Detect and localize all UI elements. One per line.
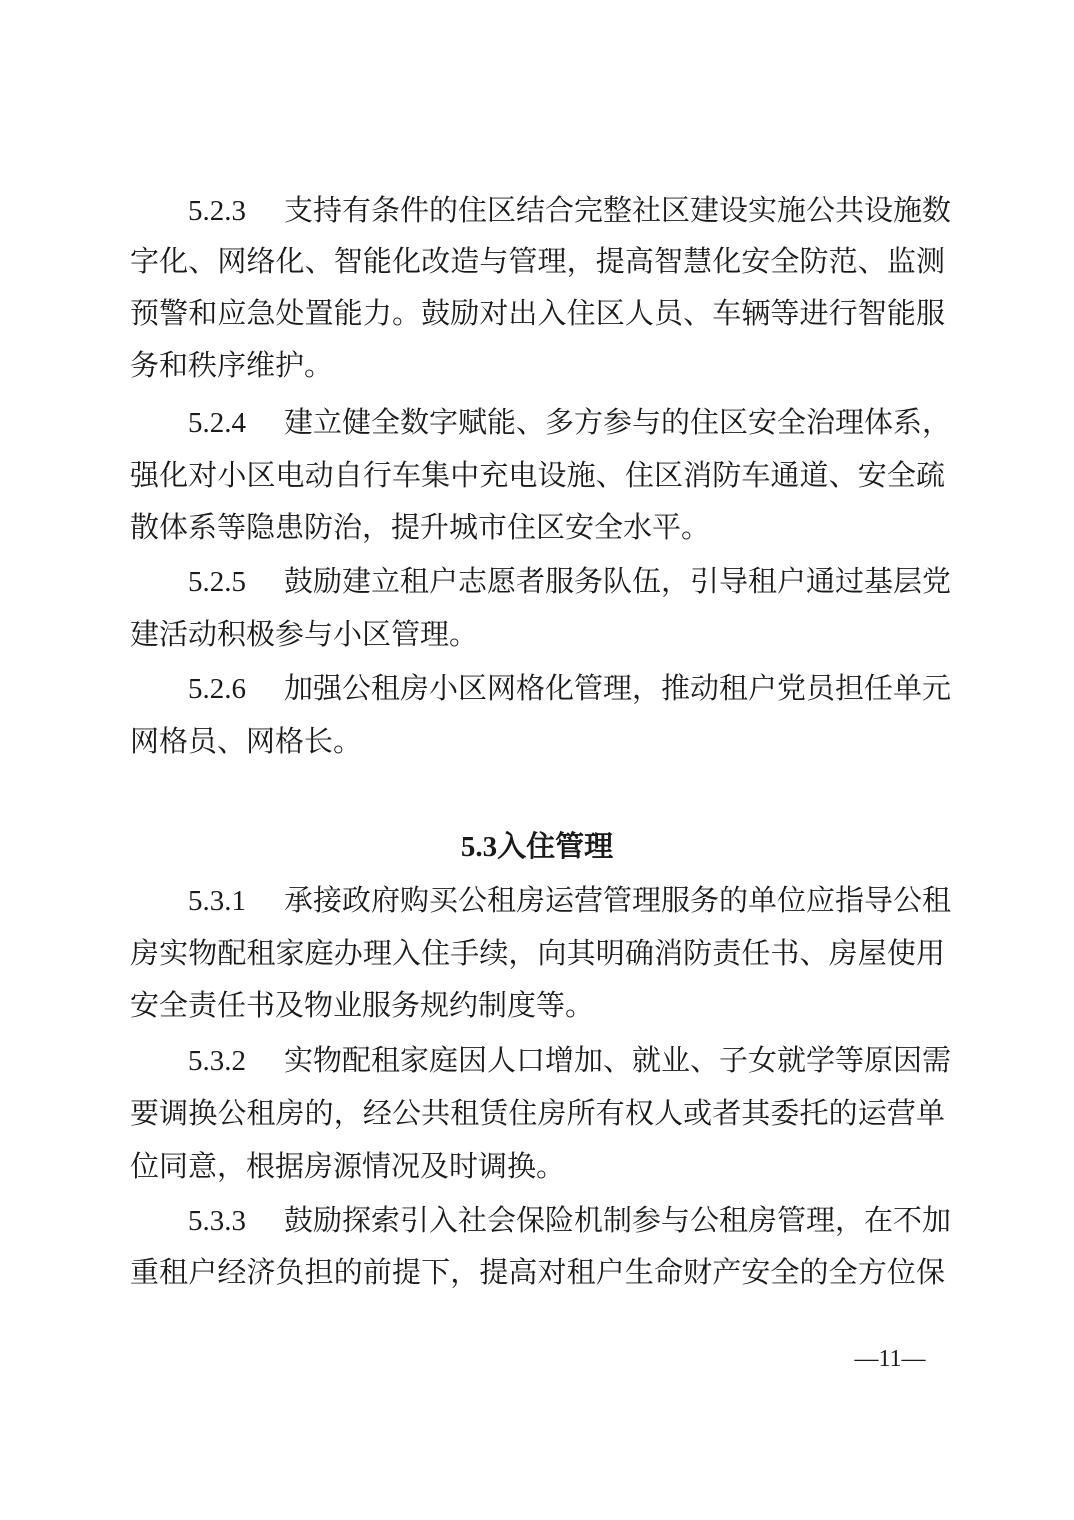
clause-number: 5.2.4 xyxy=(188,407,246,439)
paragraph-line: 安全责任书及物业服务规约制度等。 xyxy=(130,988,595,1022)
section-heading-number: 5.3 xyxy=(460,831,498,863)
clause-text: 建立健全数字赋能、多方参与的住区安全治理体系， xyxy=(284,405,952,439)
paragraph-line: 散体系等隐患防治，提升城市住区安全水平。 xyxy=(130,510,711,544)
section-heading-text: 入住管理 xyxy=(497,829,614,863)
paragraph-line: 务和秩序维护。 xyxy=(130,348,334,382)
section-heading xyxy=(0,826,1074,867)
paragraph-line: 强化对小区电动自行车集中充电设施、住区消防车通道、安全疏 xyxy=(130,458,945,492)
clause-number: 5.3.2 xyxy=(188,1045,246,1077)
paragraph-line: 位同意，根据房源情况及时调换。 xyxy=(130,1149,566,1183)
paragraph-line: 房实物配租家庭办理入住手续，向其明确消防责任书、房屋使用 xyxy=(130,936,945,970)
clause-text: 支持有条件的住区结合完整社区建设实施公共设施数 xyxy=(284,193,952,227)
paragraph-line xyxy=(188,190,952,231)
clause-number: 5.3.3 xyxy=(188,1205,246,1237)
paragraph-line xyxy=(188,561,952,602)
paragraph-line: 建活动积极参与小区管理。 xyxy=(130,617,479,651)
paragraph-line xyxy=(188,668,952,709)
paragraph-line xyxy=(188,402,952,443)
paragraph-line: 网格员、网格长。 xyxy=(130,724,363,758)
clause-number: 5.2.6 xyxy=(188,673,246,705)
clause-text: 实物配租家庭因人口增加、就业、子女就学等原因需 xyxy=(284,1043,952,1077)
paragraph-line xyxy=(188,880,952,921)
clause-number: 5.2.5 xyxy=(188,566,246,598)
clause-text: 鼓励建立租户志愿者服务队伍，引导租户通过基层党 xyxy=(284,564,952,598)
clause-number: 5.3.1 xyxy=(188,885,246,917)
paragraph-line: 要调换公租房的，经公共租赁住房所有权人或者其委托的运营单 xyxy=(130,1096,945,1130)
clause-text: 加强公租房小区网格化管理，推动租户党员担任单元 xyxy=(284,671,952,705)
paragraph-line xyxy=(188,1040,952,1081)
clause-text: 鼓励探索引入社会保险机制参与公租房管理，在不加 xyxy=(284,1203,952,1237)
paragraph-line: 重租户经济负担的前提下，提高对租户生命财产安全的全方位保 xyxy=(130,1255,945,1289)
clause-number: 5.2.3 xyxy=(188,195,246,227)
paragraph-line xyxy=(188,1200,952,1241)
paragraph-line: 预警和应急处置能力。鼓励对出入住区人员、车辆等进行智能服 xyxy=(130,296,945,330)
page-number: —11— xyxy=(854,1346,926,1372)
clause-text: 承接政府购买公租房运营管理服务的单位应指导公租 xyxy=(284,883,952,917)
paragraph-line: 字化、网络化、智能化改造与管理，提高智慧化安全防范、监测 xyxy=(130,244,945,278)
